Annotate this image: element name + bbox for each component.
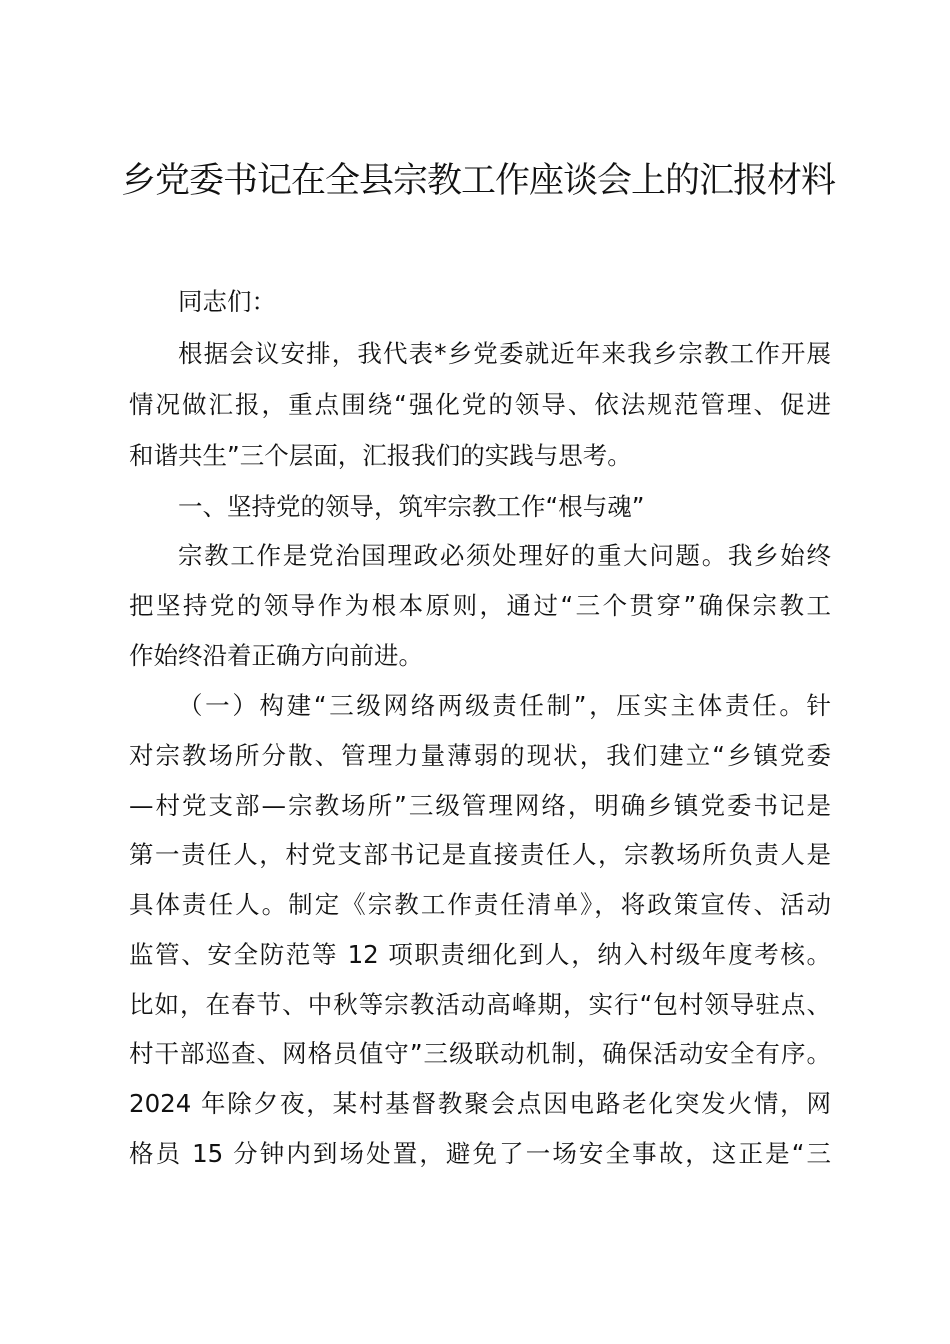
p1-line-3: 作始终沿着正确方向前进。 (129, 641, 423, 670)
p2-line-9: 2024 年除夕夜，某村基督教聚会点因电路老化突发火情，网 (129, 1089, 831, 1118)
p2-line-7: 比如，在春节、中秋等宗教活动高峰期，实行“包村领导驻点、 (129, 990, 831, 1019)
p2-line-10: 格员 15 分钟内到场处置，避免了一场安全事故，这正是“三 (129, 1139, 831, 1168)
intro-line-3: 和谐共生”三个层面，汇报我们的实践与思考。 (129, 441, 632, 470)
intro-line-2: 情况做汇报，重点围绕“强化党的领导、依法规范管理、促进 (129, 390, 831, 419)
intro-line-1: 根据会议安排，我代表*乡党委就近年来我乡宗教工作开展 (178, 339, 831, 368)
greeting: 同志们： (178, 287, 276, 316)
p2-line-2: 对宗教场所分散、管理力量薄弱的现状，我们建立“乡镇党委 (129, 741, 831, 770)
p2-line-3: —村党支部—宗教场所”三级管理网络，明确乡镇党委书记是 (129, 791, 831, 820)
p2-line-4: 第一责任人，村党支部书记是直接责任人，宗教场所负责人是 (129, 840, 831, 869)
p2-line-8: 村干部巡查、网格员值守”三级联动机制，确保活动安全有序。 (129, 1039, 831, 1068)
document-title: 乡党委书记在全县宗教工作座谈会上的汇报材料 (120, 161, 835, 201)
p2-line-6: 监管、安全防范等 12 项职责细化到人，纳入村级年度考核。 (129, 940, 831, 969)
p2-line-1: （一）构建“三级网络两级责任制”，压实主体责任。针 (178, 691, 831, 720)
p1-line-1: 宗教工作是党治国理政必须处理好的重大问题。我乡始终 (178, 541, 831, 570)
p1-line-2: 把坚持党的领导作为根本原则，通过“三个贯穿”确保宗教工 (129, 591, 831, 620)
p2-line-5: 具体责任人。制定《宗教工作责任清单》，将政策宣传、活动 (129, 890, 831, 919)
section-heading-1: 一、坚持党的领导，筑牢宗教工作“根与魂” (178, 492, 645, 521)
